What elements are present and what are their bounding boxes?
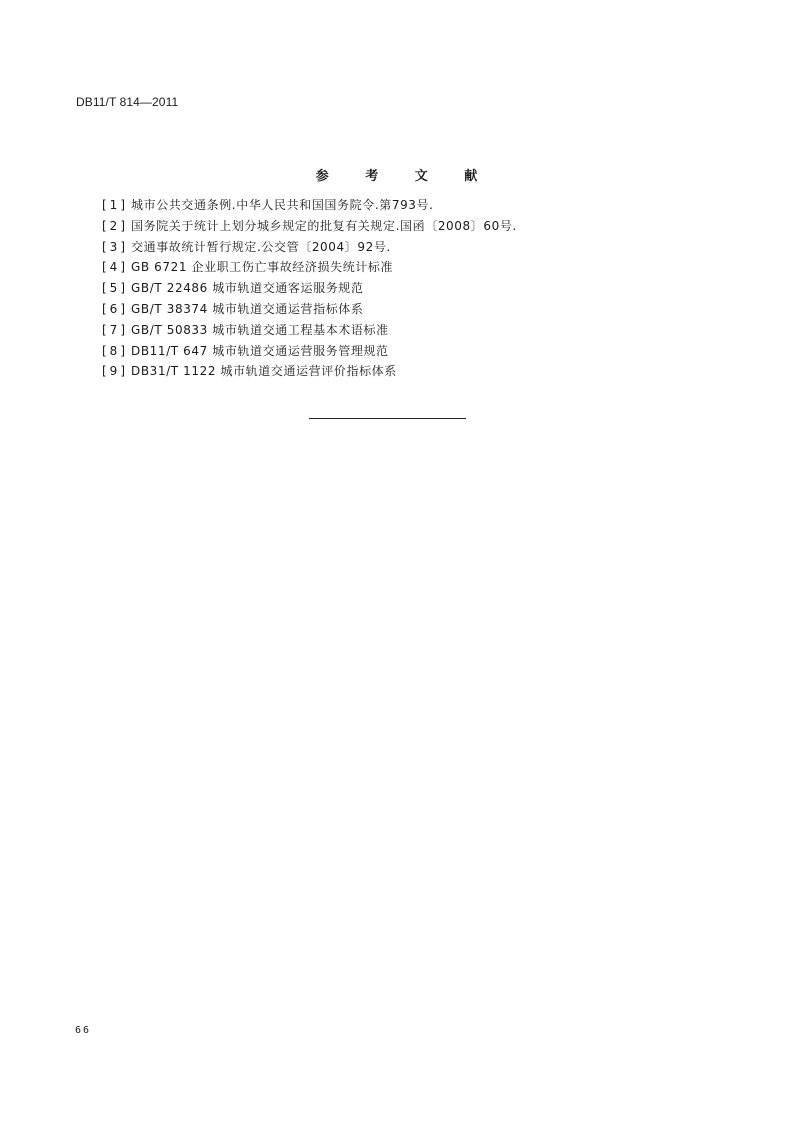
reference-text: GB/T 22486 城市轨道交通客运服务规范 bbox=[131, 281, 364, 296]
reference-item bbox=[102, 278, 517, 299]
reference-text: GB/T 50833 城市轨道交通工程基本术语标准 bbox=[131, 322, 389, 337]
reference-number: [5] bbox=[102, 281, 128, 296]
page-number: 66 bbox=[75, 1025, 92, 1036]
reference-text: DB11/T 647 城市轨道交通运营服务管理规范 bbox=[131, 343, 389, 358]
reference-item bbox=[102, 341, 517, 362]
reference-item bbox=[102, 361, 517, 382]
reference-item bbox=[102, 320, 517, 341]
reference-number: [2] bbox=[102, 218, 128, 233]
end-divider bbox=[309, 418, 466, 419]
reference-number: [4] bbox=[102, 260, 128, 275]
reference-text: GB/T 38374 城市轨道交通运营指标体系 bbox=[131, 301, 364, 316]
reference-number: [8] bbox=[102, 343, 128, 358]
reference-number: [1] bbox=[102, 198, 128, 212]
reference-number: [6] bbox=[102, 301, 128, 316]
reference-text: 城市公共交通条例.中华人民共和国国务院令.第793号. bbox=[131, 198, 434, 212]
reference-item bbox=[102, 299, 517, 320]
reference-text: 国务院关于统计上划分城乡规定的批复有关规定.国函〔2008〕60号. bbox=[131, 218, 517, 233]
reference-list bbox=[102, 195, 517, 382]
section-title: 参 考 文 献 bbox=[315, 169, 494, 184]
reference-text: DB31/T 1122 城市轨道交通运营评价指标体系 bbox=[131, 364, 397, 379]
reference-number: [7] bbox=[102, 322, 128, 337]
reference-item bbox=[102, 195, 517, 216]
reference-number: [3] bbox=[102, 239, 128, 254]
reference-item bbox=[102, 216, 517, 237]
reference-text: 交通事故统计暂行规定.公交管〔2004〕92号. bbox=[131, 239, 391, 254]
reference-item bbox=[102, 237, 517, 258]
reference-item bbox=[102, 257, 517, 278]
reference-number: [9] bbox=[102, 364, 128, 379]
reference-text: GB 6721 企业职工伤亡事故经济损失统计标准 bbox=[131, 260, 394, 275]
document-code: DB11/T 814—2011 bbox=[76, 95, 179, 109]
